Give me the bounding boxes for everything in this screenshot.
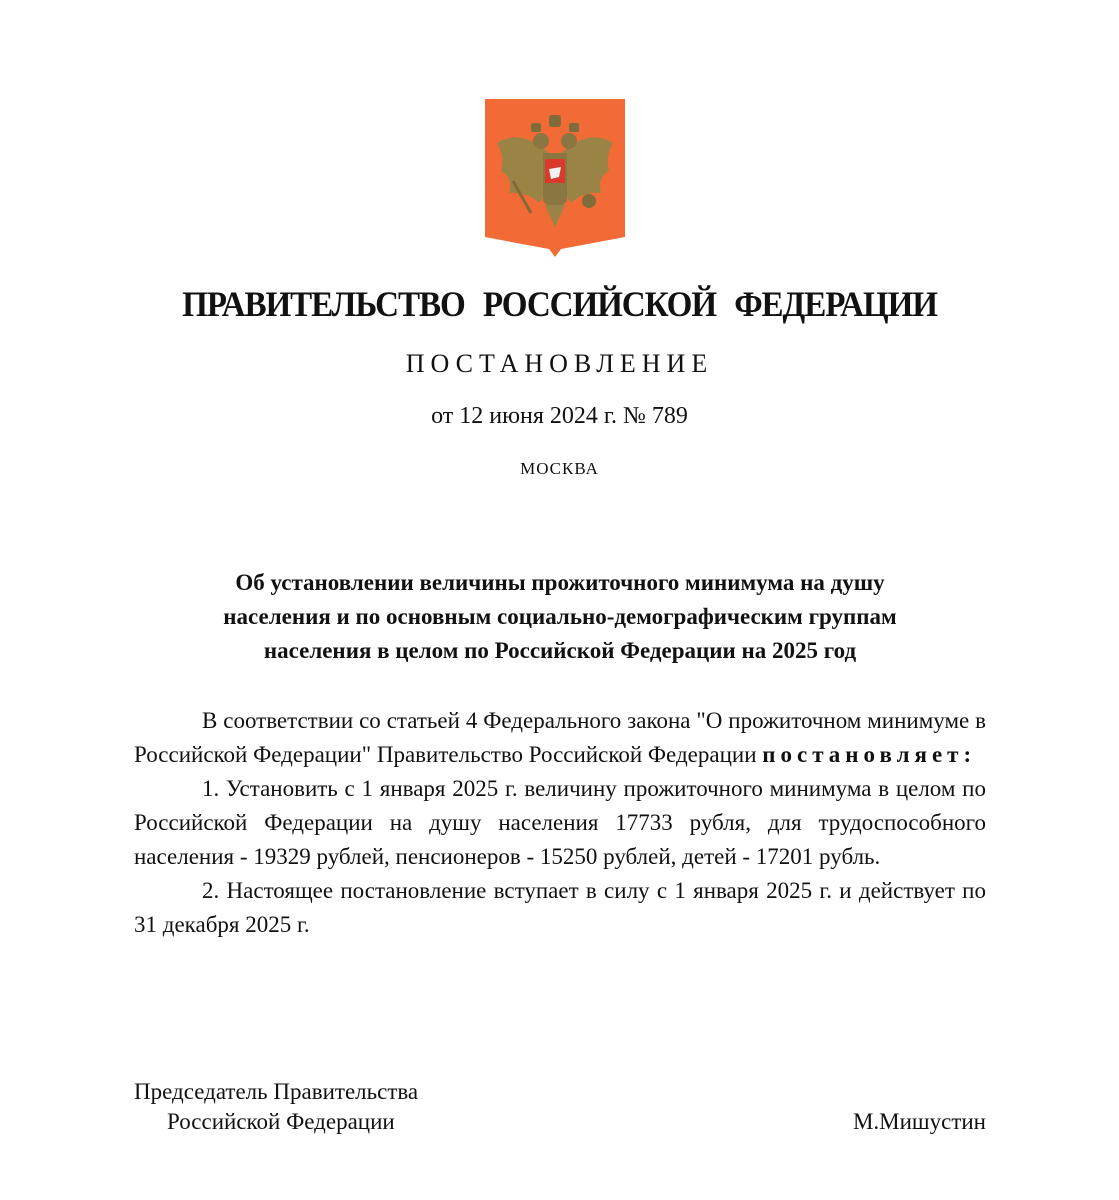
document-type: ПОСТАНОВЛЕНИЕ <box>405 349 714 378</box>
preamble-text: В соответствии со статьей 4 Федерального закона "О прожиточном минимуме в Российской Федерации" Правительство Российской Федерации <box>134 708 986 767</box>
document-body <box>134 704 986 942</box>
city: МОСКВА <box>520 459 599 478</box>
organization-title: ПРАВИТЕЛЬСТВО РОССИЙСКОЙ ФЕДЕРАЦИИ <box>182 284 937 324</box>
item-1-paragraph: 1. Установить с 1 января 2025 г. величину прожиточного минимума в целом по Российской Федерации на душу населения 17733 рубля, для трудоспособного населения - 19329 рублей, пенсионеров - 15250 рублей, детей - 17201 рубль. <box>134 776 986 869</box>
date-and-number: от 12 июня 2024 г. № 789 <box>431 403 688 429</box>
subject-line: населения и по основным социально-демографическим группам <box>223 604 897 629</box>
preamble-paragraph <box>134 704 986 772</box>
signatory-position-line2: Российской Федерации <box>167 1109 395 1134</box>
signatory-name: М.Мишустин <box>852 1109 986 1134</box>
item-2-paragraph: 2. Настоящее постановление вступает в силу с 1 января 2025 г. и действует по 31 декабря 2025 г. <box>134 878 986 937</box>
signatory-position-line1: Председатель Правительства <box>134 1079 419 1104</box>
coat-of-arms-emblem <box>483 97 627 257</box>
subject-line: Об установлении величины прожиточного минимума на душу <box>235 570 885 595</box>
subject-line: населения в целом по Российской Федерации на 2025 год <box>263 638 857 663</box>
decree-word: постановляет: <box>762 742 977 767</box>
document-subject <box>170 566 950 668</box>
